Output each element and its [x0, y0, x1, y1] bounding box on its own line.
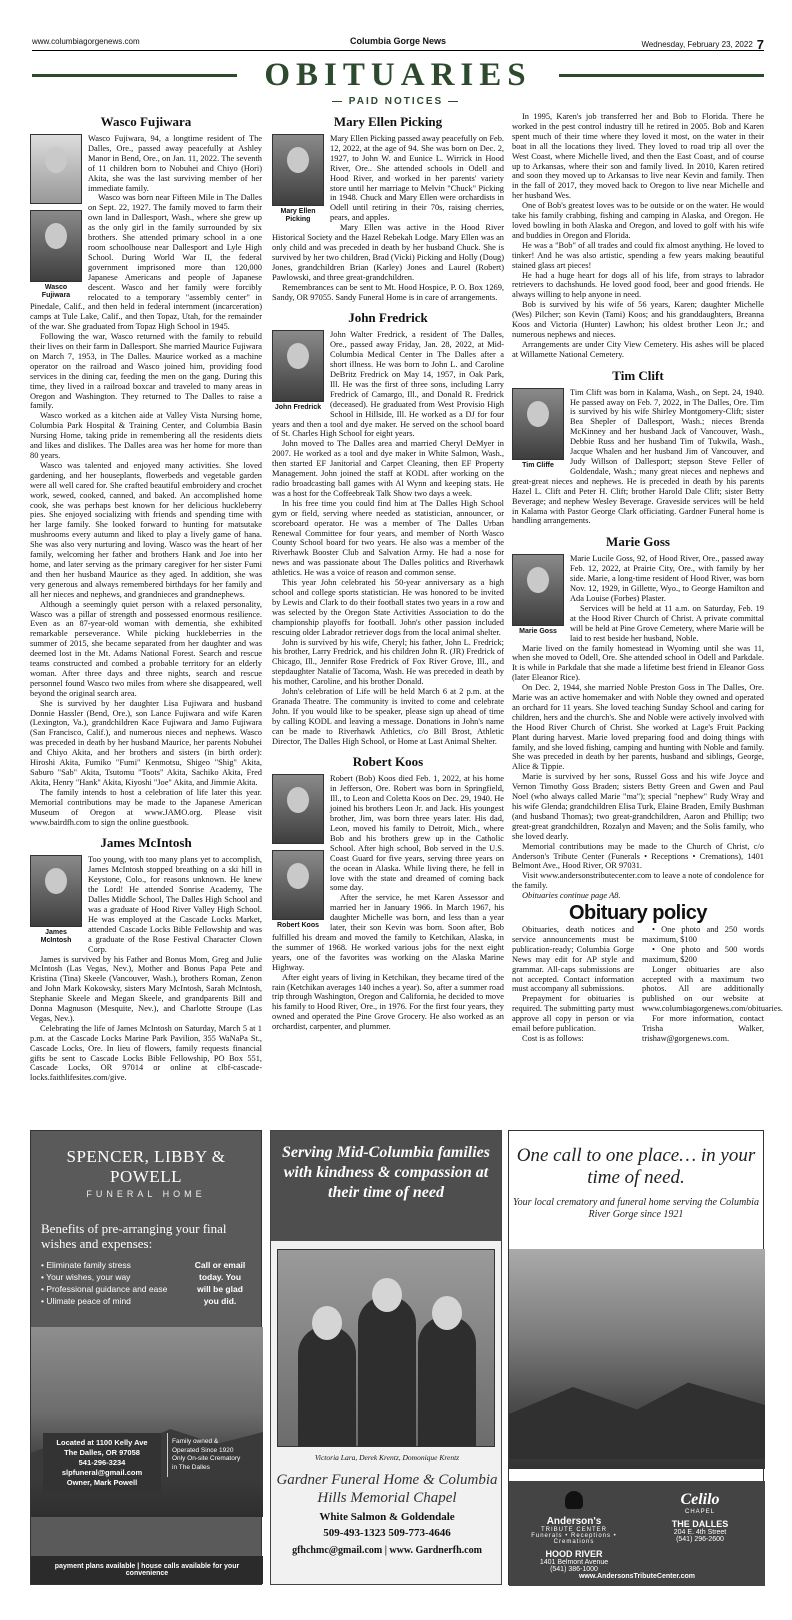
obit-headline-james: James McIntosh	[100, 835, 192, 851]
obit-headline-marie: Marie Goss	[606, 534, 670, 550]
photo-caption: Wasco Fujiwara	[41, 284, 71, 299]
staff-figure	[418, 1316, 476, 1446]
ad-locations-panel	[509, 1481, 765, 1586]
policy-paragraph: Cost is as follows:	[522, 1033, 584, 1043]
policy-paragraph: Longer obituaries are also accepted with a maximum two photos. All are additionally published on our website at www.columbiagorgenews.com/obituaries.	[642, 964, 783, 1014]
obit-paragraph: On Dec. 2, 1944, she married Noble Preston Goss in The Dalles, Ore. Marie was an active homemaker and with Noble they owned and operated an orchard for 11 years. She loved teaching Sunday School and caring for children, hers and the church's. She and Noble were actively involved with the Hood River Church of Christ. She worked at Lage's Fruit Packing Plant during harvest. Marie loved preparing food and doing things with family, and she loved fishing, camping and hunting with Noble and family. She was preceded in death by her parents, husband and siblings, George, Alice & Tippie.	[512, 683, 764, 772]
portrait-photo-young	[30, 134, 82, 204]
policy-box	[512, 924, 783, 1044]
ad-history-note: Family owned & Operated Since 1920 Only On-site Crematory in The Dalles	[167, 1433, 251, 1477]
ad-phone: (541) 386-1000	[550, 1566, 598, 1573]
policy-paragraph: For more information, contact Trisha Walker, trishaw@gorgenews.com.	[642, 1014, 764, 1043]
ad-brand: Anderson's	[546, 1516, 602, 1527]
ad-benefit-item: • Ulimate peace of mind	[41, 1296, 131, 1306]
ad-contact-box	[43, 1433, 161, 1493]
obit-paragraph: Arrangements are under City View Cemetery. His ashes will be placed at Willamette National Cemetery.	[512, 339, 764, 359]
ad-city: The Dalles, OR 97058	[64, 1448, 140, 1457]
ad-benefit-item: • Your wishes, your way	[41, 1272, 131, 1282]
ad-gardner[interactable]	[270, 1130, 502, 1585]
obit-paragraph: After eight years of living in Ketchikan, they became tired of the rain (Ketchikan averages 140 inches a year). So, after a summer road trip through Washington, Oregon and California, he decided to move his family to Hood River, Ore., in 1976. For the first four years, they owned and operated the Pine Grove Grocery. He also worked as an orchardist, carpenter, and plummer.	[272, 972, 504, 1032]
date-text: Wednesday, February 23, 2022	[641, 40, 753, 49]
ad-headline: One call to one place… in your time of need.	[516, 1145, 756, 1188]
tree-icon	[565, 1491, 583, 1509]
obit-paragraph: Wasco was born near Fifteen Mile in The Dalles on Sept. 22, 1927. The family moved to farm their own land in Dallesport, Wash., where she grew up as the only girl in the family surrounded by six brothers. She attended primary school in a one room schoolhouse near Dallesport and Lyle High School. During World War II, the federal government imprisoned more than 120,000 Japanese Americans and people of Japanese descent. Wasco and her family were forcibly relocated to a temporary "assembly center" in Pinedale, Calif., and then held in federal internment (incarceration) camps at Tule Lake, Calif., and then Topaz, Utah, for the remainder of the war. She graduated from Topaz High School in 1945.	[30, 193, 262, 332]
ad-benefit-list	[41, 1259, 167, 1307]
obit-paragraph: Although a seemingly quiet person with a relaxed personality, Wasco was a pillar of strength and possessed enormous resilience. Even as an 87-year-old woman with dementia, she exhibited remarkable perseverance. While picking huckleberries in the summer of 2015, she became separated from her daughter and was deemed lost in the Mt. Adams National Forest. Search and rescue teams constructed and combed a probable territory for an elderly woman. After three days and three nights, search and rescue personnel found Wasco two miles from where she disappeared, well beyond the original search area.	[30, 599, 262, 698]
obit-paragraph: One of Bob's greatest loves was to be outside or on the water. He would take his family crabbing, fishing and camping in Alaska, and Oregon. He loved bowling in both Alaska and Oregon, and loved to golf with his wife and buddies in Oregon and Florida.	[512, 201, 764, 240]
portrait-photo	[30, 855, 82, 927]
obit-photo-robert	[272, 774, 324, 930]
photo-caption: Robert Koos	[277, 922, 319, 930]
ad-email: slpfuneral@gmail.com	[61, 1468, 143, 1477]
obit-headline-wasco: Wasco Fujiwara	[100, 114, 192, 129]
obit-photo-wasco	[30, 134, 82, 300]
ad-address: 204 E. 4th Street	[673, 1529, 727, 1536]
obit-paragraph: Memorial contributions may be made to the Church of Christ, c/o Anderson's Tribute Center (Funerals • Receptions • Cremations), 1401 Belmont Ave., Hood River, OR 97031.	[512, 841, 764, 871]
obit-paragraph: John's celebration of Life will be held March 6 at 2 p.m. at the Granada Theatre. The community is invited to come and celebrate John. If you would like to be speaker, please sign up ahead of time by calling KODL and leaving a message. Donations in John's name can be made to Riverhawk Athletics, c/o Bill Brost, Athletic Director, The Dalles High School, or Home at Last Animal Shelter.	[272, 687, 504, 746]
ad-spencer-libby-powell[interactable]	[30, 1130, 262, 1585]
column-1	[30, 112, 262, 1112]
obit-paragraph: Services will be held at 11 a.m. on Saturday, Feb. 19 at the Hood River Church of Christ. A private committal will be held at Pine Grove Cemetery, where Marie will be laid to rest beside her husband, Noble.	[570, 603, 764, 643]
section-title: OBITUARIES	[264, 57, 532, 93]
obit-paragraph: Wasco worked as a kitchen aide at Valley Vista Nursing home, Columbia Park Hospital & Training Center, and Columbia Basin Nursing Home, taking pride in remembering all the residents diets and likes and dislikes. The Dalles area was her home for more than 80 years.	[30, 411, 262, 460]
staff-head	[432, 1296, 462, 1330]
ad-call-to-action: Call or email today. You will be glad you did.	[194, 1260, 246, 1306]
ad-benefit-item: • Professional guidance and ease	[41, 1284, 168, 1294]
portrait-photo	[272, 134, 324, 206]
ad-city: HOOD RIVER	[545, 1549, 603, 1559]
ad-city: THE DALLES	[671, 1519, 729, 1529]
ad-brand-services: Funerals • Receptions • Cremations	[531, 1533, 617, 1545]
obit-photo-james	[30, 855, 82, 945]
obit-photo-john	[272, 330, 324, 412]
obit-paragraph: John moved to The Dalles area and married Cheryl DeMyer in 2007. He worked as a tool and dye maker in White Salmon, Wash., then started EF Janitorial and Carpet Cleaning, then EF Property Management. John joined the staff at KODL after working on the radio broadcasting ball games with Al Wynn and keeping stats. He was a host for the Coffeebreak Talk Show two days a week.	[272, 439, 504, 498]
ad-tagline: Your local crematory and funeral home serving the Columbia River Gorge since 1921	[513, 1197, 759, 1220]
folio	[32, 34, 764, 52]
ad-brand-sub: CHAPEL	[684, 1509, 715, 1515]
staff-figure	[298, 1326, 356, 1446]
obit-paragraph: She is survived by her daughter Lisa Fujiwara and husband Donnie Hassler (Bend, Ore.), son Lance Fujiwara and wife Karen (Lexington, Va.), grandchildren Kace Fujiwara and Jamo Fujiwara (San Francisco, Calif.), and numerous nieces and nephews. Wasco was preceded in death by her husband Maurice, her parents Nobuhei and Chiyo Akita, and her brothers and sisters (in birth order): Hiroshi Akita, Fumiko "Fumi" Kenmotsu, Shigeo "Shig" Akita, Saburo "Sab" Akita, Tsutomu "Toots" Akita, Sachiko Akita, Fred Akita, Henry "Hank" Akita, Kiyoshi "Joe" Akita, and Jimmie Akita.	[30, 698, 262, 787]
ad-phone: 541-296-3234	[78, 1458, 126, 1467]
ad-photo-caption: Victoria Lara, Derek Krentz, Domonique Krentz	[314, 1453, 460, 1462]
obit-paragraph: James is survived by his Father and Bonus Mom, Greg and Julie McIntosh (Las Vegas, Nev.), Mother and Bonus Papa Pete and Kristina (Tina) Skeele (Vancouver, Wash.), brothers Roman, Zenon and John Mark Kokowsky, sisters Mary McIntosh, Sarah McIntosh, Stephanie Skeele and Megan Skeele, and grandparents Bill and Donna Magnuson (Mesquite, Nev.), and Charlotte Stroupe (Las Vegas, Nev.).	[30, 954, 262, 1023]
obit-paragraph: Visit www.andersonstributecenter.com to leave a note of condolence for the family.	[512, 871, 764, 891]
obit-paragraph: Mary Ellen Picking passed away peacefully on Feb. 12, 2022, at the age of 94. She was born on Dec. 2, 1927, to John W. and Eunice L. Wirrick in Hood River, Ore.. She attended schools in Odell and Hood River, and worked in her parents' variety store until her marriage to Melvin "Chuck" Picking in 1948. Chuck and Mary Ellen were orchardists in Odell until retiring in their 70s, raising cherries, pears, and apples.	[330, 134, 504, 223]
section-subtitle: — PAID NOTICES —	[332, 96, 460, 107]
ad-brand-sub: TRIBUTE CENTER	[540, 1527, 607, 1533]
obit-photo-mary	[272, 134, 324, 224]
photo-caption: James McIntosh	[40, 929, 72, 945]
obit-photo-tim	[512, 388, 564, 470]
policy-paragraph: Obituaries, death notices and service announcements must be publication-ready; Columbia Gorge News may edit for AP style and grammar. All-caps submissions are not accepted. Contact information must accompany all submissions.	[512, 924, 634, 994]
obit-paragraph: The family intends to host a celebration of life later this year. Memorial contributions may be made to the Japanese American Museum of Oregon at www.JAMO.org. Please visit www.bairdfh.com to sign the online guestbook.	[30, 787, 262, 827]
policy-paragraph: • One photo and 500 words maximum, $200	[642, 944, 764, 964]
obit-paragraph: Following the war, Wasco returned with the family to rebuild their lives on their farm in Dallesport. She married Maurice Fujiwara on March 7, 1953, in The Dalles. Maurice worked as a machine operator on the railroad and Wasco joined him, providing food services in the dining car, feeding the men on the gang. During this time, they lived in a railroad boxcar and traveled to many areas in Oregon and Washington. They returned to The Dalles to raise a family.	[30, 332, 262, 411]
obit-paragraph: After the service, he met Karen Assessor and married her in January 1966. In March 1967, his daughter Michelle was born, and less than a year later, their son Kevin was born. Soon after, Bob fulfilled his dream and moved the family to Ketchikan, Alaska, in the summer of 1968. He worked various jobs for the next eight years, one of the favorites was working on the Alaska Marine Highway.	[272, 893, 504, 972]
obit-paragraph: Wasco Fujiwara, 94, a longtime resident of The Dalles, Ore., passed away peacefully at Ashley Manor in Bend, Ore., on Jan. 11, 2022. The seventh of 11 children born to Nobuhei and Chiyo (Hori) Akita, she was the last surviving member of her immediate family.	[88, 134, 262, 193]
portrait-photo	[30, 210, 82, 282]
obit-photo-marie	[512, 554, 564, 636]
ad-firm-name: Gardner Funeral Home & Columbia Hills Memorial Chapel	[276, 1472, 498, 1506]
obit-paragraph: Remembrances can be sent to Mt. Hood Hospice, P. O. Box 1269, Sandy, OR 97055. Sandy Funeral Home is in care of arrangements.	[272, 282, 504, 302]
ad-firm-sub: FUNERAL HOME	[86, 1189, 206, 1199]
ad-headline: Serving Mid-Columbia families with kindness & compassion at their time of need	[271, 1131, 501, 1241]
column-3	[512, 112, 783, 1112]
obit-paragraph: Marie Lucile Goss, 92, of Hood River, Ore., passed away Feb. 12, 2022, at Prairie City, Ore., with family by her side. Marie, a long-time resident of Hood River, was born Nov. 12, 1929, in Gillette, Wyo., to George Hamilton and Ada Louise (Forbes) Plaster.	[570, 554, 764, 603]
ad-phones: 509-493-1323 509-773-4646	[323, 1527, 451, 1539]
ad-hills	[509, 1369, 765, 1459]
spacer	[30, 827, 262, 833]
obit-paragraph: Marie is survived by her sons, Russel Goss and his wife Joyce and Vernon Timothy Goss Braden; sisters Betty Green and Gwen and Paul Noel (who always called Marie "ma"); special "nephew" Rudy Wray and his wife Glenda; grandchildren Elisa Turk, Elaine Braden, Emily Bushman (and husband Thomas); two great-grandchildren, Aaron and Phillip; two great-great grandchildren, Rozalyn and Maven; and the Solis family, who she loved dearly.	[512, 772, 764, 841]
ad-footer: payment plans available | house calls available for your convenience	[31, 1556, 263, 1584]
ad-brand: Celilo	[680, 1491, 720, 1508]
staff-figure	[358, 1296, 416, 1446]
obit-paragraph: John is survived by his wife, Cheryl; his father, John L. Fredrick; his brother, Larry Fredrick, and his children John R. (JR) Fredrick of Chicago, Ill., Jennifer Rose Fredrick of Fox River Grove, Ill., and stepdaughter Natalie of Tacoma, Wash. He was preceded in death by his mother, Caroline, and his brother Donald.	[272, 637, 504, 687]
portrait-photo	[512, 388, 564, 460]
obit-paragraph: Robert (Bob) Koos died Feb. 1, 2022, at his home in Jefferson, Ore. Robert was born in Springfield, Ill., to Leon and Coletta Koos on Dec. 29, 1940. He joined his brothers Leon Jr. and Jack. His youngest brother, Jim, was born three years later. His dad, Leon, moved his family to Detroit, Mich., where Bob and his brothers grew up in the Catholic School. After high school, Bob served in the U.S. Coast Guard for five years, serving three years on the ocean in Alaska. While living there, he fell in love with the state and dreamed of coming back some day.	[330, 774, 504, 893]
ad-firm-name: SPENCER, LIBBY & POWELL	[66, 1147, 226, 1186]
obit-paragraph: Too young, with too many plans yet to accomplish, James McIntosh stopped breathing on a ski hill in Keystone, Colo., for reasons unknown. He knew the Lord! He attended Sonrise Academy, The Dalles Middle School, The Dalles High School and was a graduate of Hood River Valley High School. He was employed at the Cascade Locks Market, attended Cascade Locks Bible Fellowship and was a graduate of the Rose Festival Character Clown Corp.	[88, 855, 262, 954]
folio-rule	[32, 50, 764, 51]
ad-andersons[interactable]	[508, 1130, 764, 1585]
policy-paragraph: • One photo and 250 words maximum, $100	[642, 924, 764, 944]
spacer	[512, 526, 764, 532]
obit-paragraph: In 1995, Karen's job transferred her and Bob to Florida. There he worked in the pest control industry till he retired in 2005. Bob and Karen spent much of their time where they loved it most, on the water in their boat in all the locations they lived. They loved to road trip all over the West Coast, where Michelle lived, and then the East Coast, and of course up to Arkansas, where their son and family lived. In 2010, Karen retired and soon they moved up to Arkansas to live near Kevin and family. Then in the fall of 2017, they moved back to Oregon to live near Michelle and her husband Wes.	[512, 112, 764, 201]
obit-paragraph: John Walter Fredrick, a resident of The Dalles, Ore., passed away Friday, Jan. 28, 2022, at Mid-Columbia Medical Center in The Dalles after a short illness. He was born to John L. and Caroline DeBritz Fredrick on May 14, 1957, in Oak Park, Ill. He was the first of three sons, including Larry Fredrick of Camargo, Ill., and Donald R. Fredrick (deceased). He graduated from West Provisio High School in Hillside, Ill. He worked as a DJ for four years and then a tool and dye maker. He served on the school board of St. Charles High School for eight years.	[272, 330, 504, 439]
website-url: www.columbiagorgenews.com	[32, 37, 140, 46]
masthead-bar-right	[559, 74, 764, 77]
staff-head	[312, 1306, 342, 1340]
ad-benefits-heading: Benefits of pre-arranging your final wishes and expenses:	[41, 1221, 227, 1251]
ad-web[interactable]: www.AndersonsTributeCenter.com	[578, 1573, 696, 1580]
obit-paragraph: Tim Clift was born in Kalama, Wash., on Sept. 24, 1940. He passed away on Feb. 7, 2022, in The Dalles, Ore. Tim is survived by his wife Shirley Montgomery-Clift; sister Bea Shepler of Dallesport, Wash.; nieces Brenda McKinney and her husband Jack of Vancouver, Wash., Debbie Russ and her husband Tim of Tukwila, Wash., Jacque Whalen and her husband Jim of Vancouver, and Judy Willson of Dallesport; stepson Steve Feller of Goldendale, Wash.; many great nieces and nephews and great-great nieces and nephews. He is preceded in death by his parents Hazel L. Clift and Peter H. Clift; brother Harold Dale Clift; sister Betty Beverage; and nephew Wesley Beverage. Graveside services will be held in Kalama with Pastor George Clark officiating. Gardner Funeral home is handling arrangements.	[512, 387, 764, 526]
ad-address: Located at 1100 Kelly Ave	[56, 1438, 148, 1447]
obit-headline-mary: Mary Ellen Picking	[333, 114, 443, 129]
portrait-photo	[272, 850, 324, 920]
obit-paragraph: Bob is survived by his wife of 56 years, Karen; daughter Michelle (Wes) Pilcher; son Kevin (Tami) Koos; and his granddaughters, Breanna Koos and Victoria (Hunter) Lawhon; his oldest brother Leon Jr.; and numerous nephews and nieces.	[512, 300, 764, 339]
masthead	[32, 58, 764, 92]
photo-caption: Tim Cliffe	[522, 461, 554, 469]
ad-staff-photo	[277, 1249, 495, 1447]
portrait-photo	[272, 330, 324, 402]
continued-note: Obituaries continue page A8.	[522, 891, 621, 901]
policy-paragraph: Prepayment for obituaries is required. The submitting party must approve all copy in person or via email before publication.	[512, 994, 634, 1034]
obit-paragraph: He was a "Bob" of all trades and could fix almost anything. He loved to tinker! And he was also artistic, spending a few years making beautiful stained glass art pieces!	[512, 240, 764, 270]
ad-owner: Owner, Mark Powell	[66, 1478, 138, 1487]
obit-paragraph: In his free time you could find him at The Dalles High School gym or field, serving where needed as statistician, announcer, or scoreboard operator. He was a member of The Dalles Urban Renewal Committee for four years, and member of North Wasco County School board for two years. He also was a member of the Riverhawk Booster Club and Salvation Army. He had a nose for news and was passionate about The Dalles politics and Riverhawk athletics. He was a voice of reason and common sense.	[272, 498, 504, 578]
obit-paragraph: Marie lived on the family homestead in Wyoming until she was 11, when she moved to Odell, Ore. She attended school in Odell and Parkdale. It is while in Parkdale that she made a lifetime best friend in Eleanor Goss (later Eleanor Rice).	[512, 643, 764, 683]
portrait-photo-hat	[272, 774, 324, 844]
obit-paragraph: Celebrating the life of James McIntosh on Saturday, March 5 at 1 p.m. at the Cascade Locks Marine Park Pavilion, 355 WaNaPa St., Cascade Locks, Ore. In lieu of flowers, family requests financial gifts be sent to Cascade Locks Bible Fellowship, PO Box 551, Cascade Locks, OR 97014 or online at clbf-cascade-locks.faithlifesites.com/give.	[30, 1023, 262, 1083]
ad-benefit-item: • Eliminate family stress	[41, 1260, 131, 1270]
ad-web[interactable]: gfhchmc@gmail.com | www. Gardnerfh.com	[292, 1545, 482, 1556]
newspaper-name: Columbia Gorge News	[349, 36, 447, 46]
obit-headline-john: John Fredrick	[348, 310, 428, 326]
obit-paragraph: Mary Ellen was active in the Hood River Historical Society and the Hazel Rebekah Lodge. Mary Ellen was an only child and was preceded in death by her husband Chuck. She is survived by her two children, Brad (Vicki) Picking and Holly (Doug) Jones, grandchildren Brian (Karley) Jones and Laurel (Robert) Pawlowski, and three great-grandchildren.	[272, 223, 504, 282]
ad-location-the-dalles	[641, 1491, 759, 1543]
obit-paragraph: He had a huge heart for dogs all of his life, from strays to labrador retrievers to dachshunds. He loved good food, beer and good friends. He always willing to help anyone in need.	[512, 270, 764, 300]
policy-title: Obituary policy	[568, 902, 708, 925]
photo-caption: Marie Goss	[519, 628, 557, 636]
portrait-photo	[512, 554, 564, 626]
ad-phone: (541) 296-2600	[676, 1536, 724, 1543]
ad-location-hood-river	[515, 1491, 633, 1573]
staff-head	[372, 1278, 402, 1312]
ad-gorge-photo	[509, 1249, 765, 1469]
page-number: 7	[756, 37, 764, 52]
obit-headline-robert: Robert Koos	[352, 754, 424, 770]
obit-headline-tim: Tim Clift	[612, 367, 664, 383]
photo-caption: Mary Ellen Picking	[280, 208, 316, 223]
obit-paragraph: Wasco was talented and enjoyed many activities. She loved gardening, and her houseplants, flowerbeds and vegetable garden were all well cared for. She crafted beautiful embroidery and crochet work, sewed, cooked, canned, and baked. An accomplished home cook, she was perhaps best known for her delicious huckleberry pies. She enjoyed socializing with friends and spending time with her large family. She looked forward to hunting for matsutake mushrooms every autumn and liked to play a lively game of hana. She was also very nurturing and loving. Wasco was the heart of her family, welcoming her father and brothers Hank and Joe into her home, and later serving as the primary caregiver for her sister Fumi and then her husband Maurice as they aged. In addition, she was very generous and always remembered birthdays for her family and all her nieces and nephews, and grandnieces and grandnephews.	[30, 460, 262, 599]
ad-address: 1401 Belmont Avenue	[539, 1559, 609, 1566]
spacer	[272, 746, 504, 752]
spacer	[512, 360, 764, 366]
ad-locations: White Salmon & Goldendale	[319, 1511, 455, 1523]
photo-caption: John Fredrick	[274, 404, 322, 412]
spacer	[272, 302, 504, 308]
column-2	[272, 112, 504, 1112]
obit-paragraph: This year John celebrated his 50-year anniversary as a high school and college sports statistician. He was honored to be invited by Lewis and Clark to do their football states two years in a row and was selected by the Oregon State Activities Association to do the championship playoffs for football. John's other passion included rescuing older Labrador retriever dogs from the local animal shelter.	[272, 578, 504, 637]
